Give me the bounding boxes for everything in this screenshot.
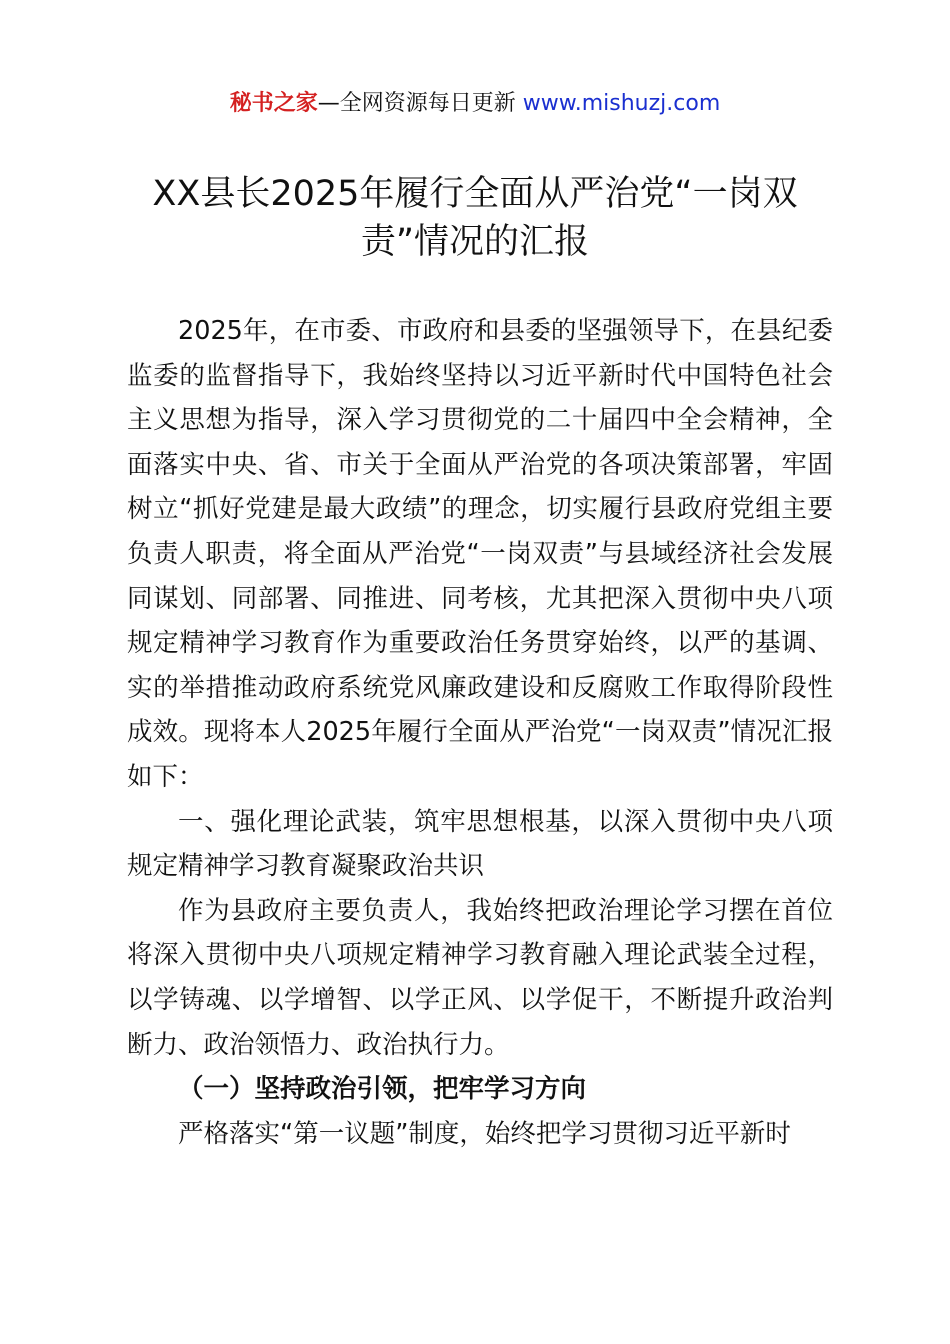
site-tagline: —全网资源每日更新 <box>317 91 516 116</box>
subsection-heading-1: （一）坚持政治引领，把牢学习方向 <box>178 1074 587 1105</box>
section-heading-1: 一、强化理论武装，筑牢思想根基，以深入贯彻中央八项规定精神学习教育凝聚政治共识 <box>127 806 833 882</box>
paragraph-intro: 2025年，在市委、市政府和县委的坚强领导下，在县纪委监委的监督指导下，我始终坚持以习近平新时代中国特色社会主义思想为指导，深入学习贯彻党的二十届四中全会精神，全面落实中央、省、市关于全面从严治党的各项决策部署，牢固树立“抓好党建是最大政绩”的理念，切实履行县政府党组主要负责人职责，将全面从严治党“一岗双责”与县域经济社会发展同谋划、同部署、同推进、同考核，尤其把深入贯彻中央八项规定精神学习教育作为重要政治任务贯穿始终，以严的基调、实的举措推动政府系统党风廉政建设和反腐败工作取得阶段性成效。现将本人2025年履行全面从严治党“一岗双责”情况汇报如下： <box>127 316 833 792</box>
paragraph-subsection-1: 严格落实“第一议题”制度，始终把学习贯彻习近平新时 <box>178 1118 791 1149</box>
site-brand: 秘书之家 <box>229 91 318 116</box>
site-header <box>0 88 950 120</box>
document-body <box>127 309 833 1156</box>
site-url[interactable]: www.mishuzj.com <box>522 91 721 116</box>
document-title: XX县长2025年履行全面从严治党“一岗双责”情况的汇报 <box>152 174 798 262</box>
paragraph-section-1: 作为县政府主要负责人，我始终把政治理论学习摆在首位将深入贯彻中央八项规定精神学习教育融入理论武装全过程，以学铸魂、以学增智、以学正风、以学促干，不断提升政治判断力、政治领悟力、政治执行力。 <box>127 895 833 1060</box>
